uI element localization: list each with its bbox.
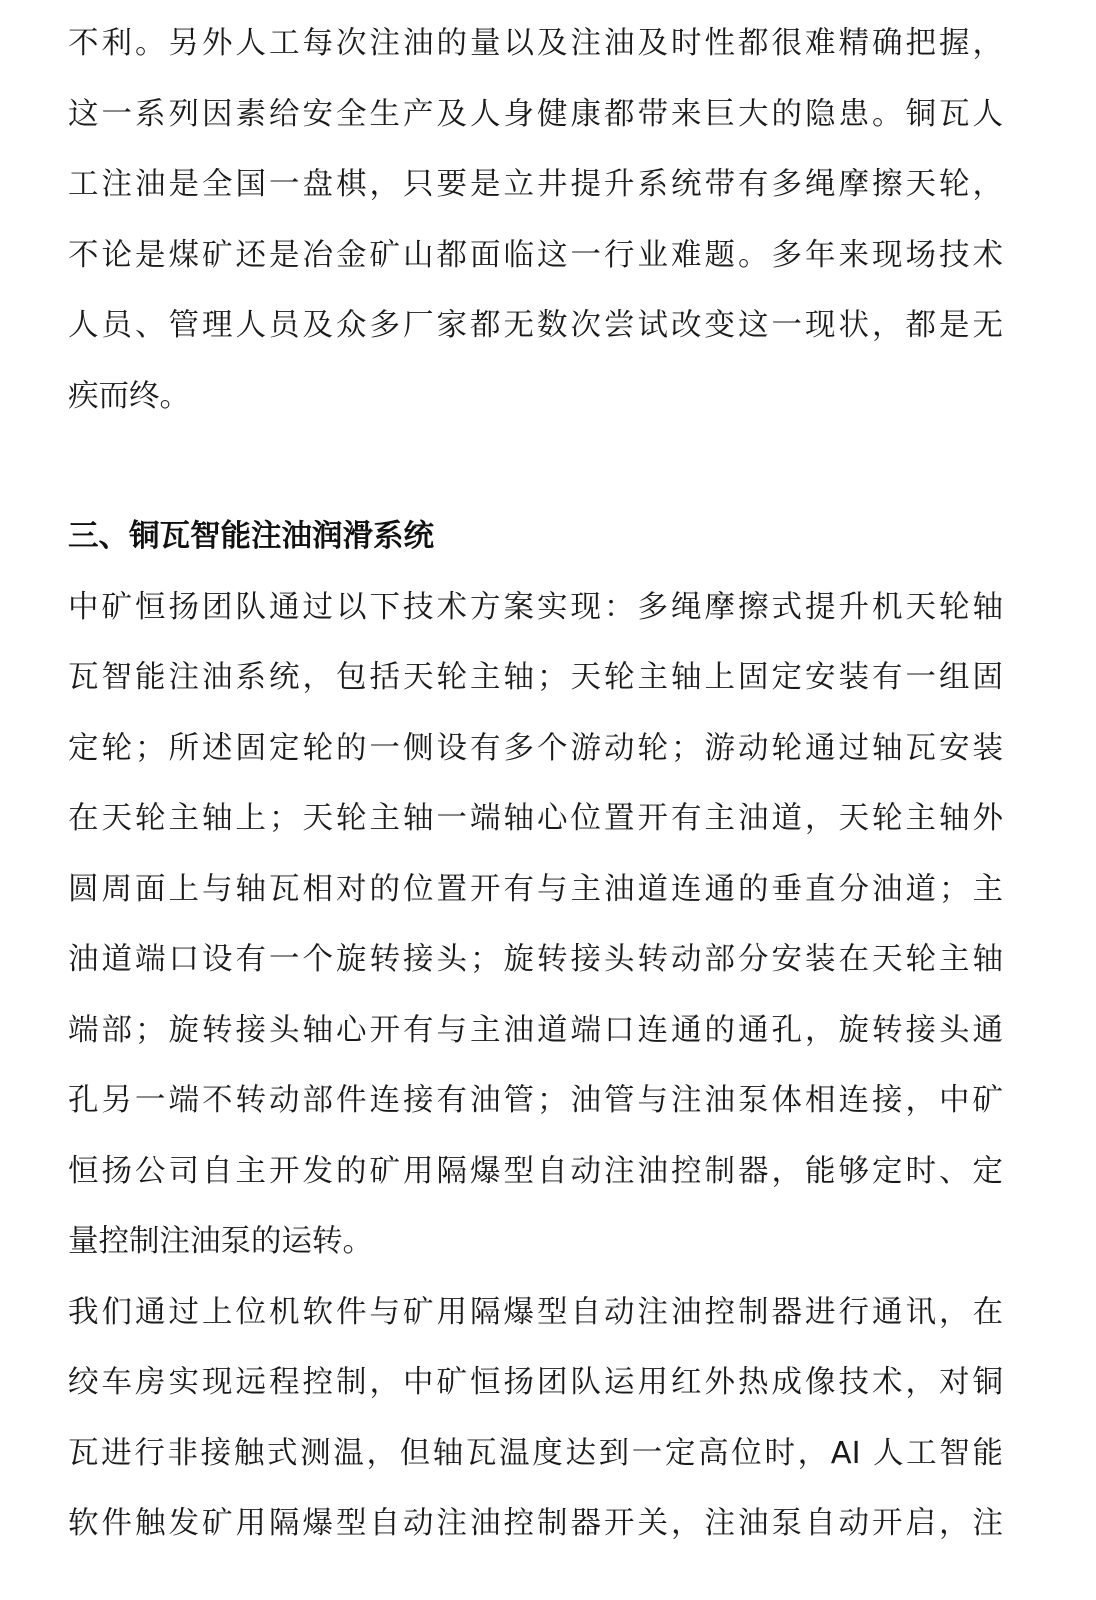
document-page	[68, 0, 1003, 1560]
text-line: 圆周面上与轴瓦相对的位置开有与主油道连通的垂直分油道；主	[68, 871, 1003, 907]
text-line: 定轮；所述固定轮的一侧设有多个游动轮；游动轮通过轴瓦安装	[68, 730, 1003, 766]
paragraph-remote	[68, 1278, 1003, 1560]
section-heading: 三、铜瓦智能注油润滑系统	[68, 519, 434, 554]
text-line: 不利。另外人工每次注油的量以及注油及时性都很难精确把握，	[68, 26, 1003, 61]
text-line: 油道端口设有一个旋转接头；旋转接头转动部分安装在天轮主轴	[68, 942, 1003, 977]
text-line: 这一系列因素给安全生产及人身健康都带来巨大的隐患。铜瓦人	[68, 96, 1003, 132]
text-line: 软件触发矿用隔爆型自动注油控制器开关，注油泵自动开启，注	[68, 1506, 1003, 1541]
text-line: 疾而终。	[68, 378, 190, 414]
text-line: 孔另一端不转动部件连接有油管；油管与注油泵体相连接，中矿	[68, 1083, 1003, 1118]
text-line: 我们通过上位机软件与矿用隔爆型自动注油控制器进行通讯，在	[68, 1294, 1003, 1330]
text-line: 绞车房实现远程控制，中矿恒扬团队运用红外热成像技术，对铜	[68, 1365, 1003, 1400]
paragraph-solution	[68, 573, 1003, 1278]
text-line: 瓦进行非接触式测温，但轴瓦温度达到一定高位时，AI 人工智能	[68, 1435, 1003, 1471]
paragraph-prev	[68, 9, 1003, 432]
text-line: 在天轮主轴上；天轮主轴一端轴心位置开有主油道，天轮主轴外	[68, 801, 1003, 836]
text-line: 恒扬公司自主开发的矿用隔爆型自动注油控制器，能够定时、定	[68, 1153, 1003, 1189]
text-line: 瓦智能注油系统，包括天轮主轴；天轮主轴上固定安装有一组固	[68, 660, 1003, 695]
text-line: 人员、管理人员及众多厂家都无数次尝试改变这一现状，都是无	[68, 308, 1003, 343]
text-line: 工注油是全国一盘棋，只要是立井提升系统带有多绳摩擦天轮，	[68, 167, 1003, 202]
text-line: 中矿恒扬团队通过以下技术方案实现：多绳摩擦式提升机天轮轴	[68, 589, 1003, 625]
text-line: 不论是煤矿还是冶金矿山都面临这一行业难题。多年来现场技术	[68, 237, 1003, 273]
section-gap	[68, 432, 1003, 502]
text-line: 端部；旋转接头轴心开有与主油道端口连通的通孔，旋转接头通	[68, 1012, 1003, 1048]
text-line: 量控制注油泵的运转。	[68, 1224, 373, 1259]
